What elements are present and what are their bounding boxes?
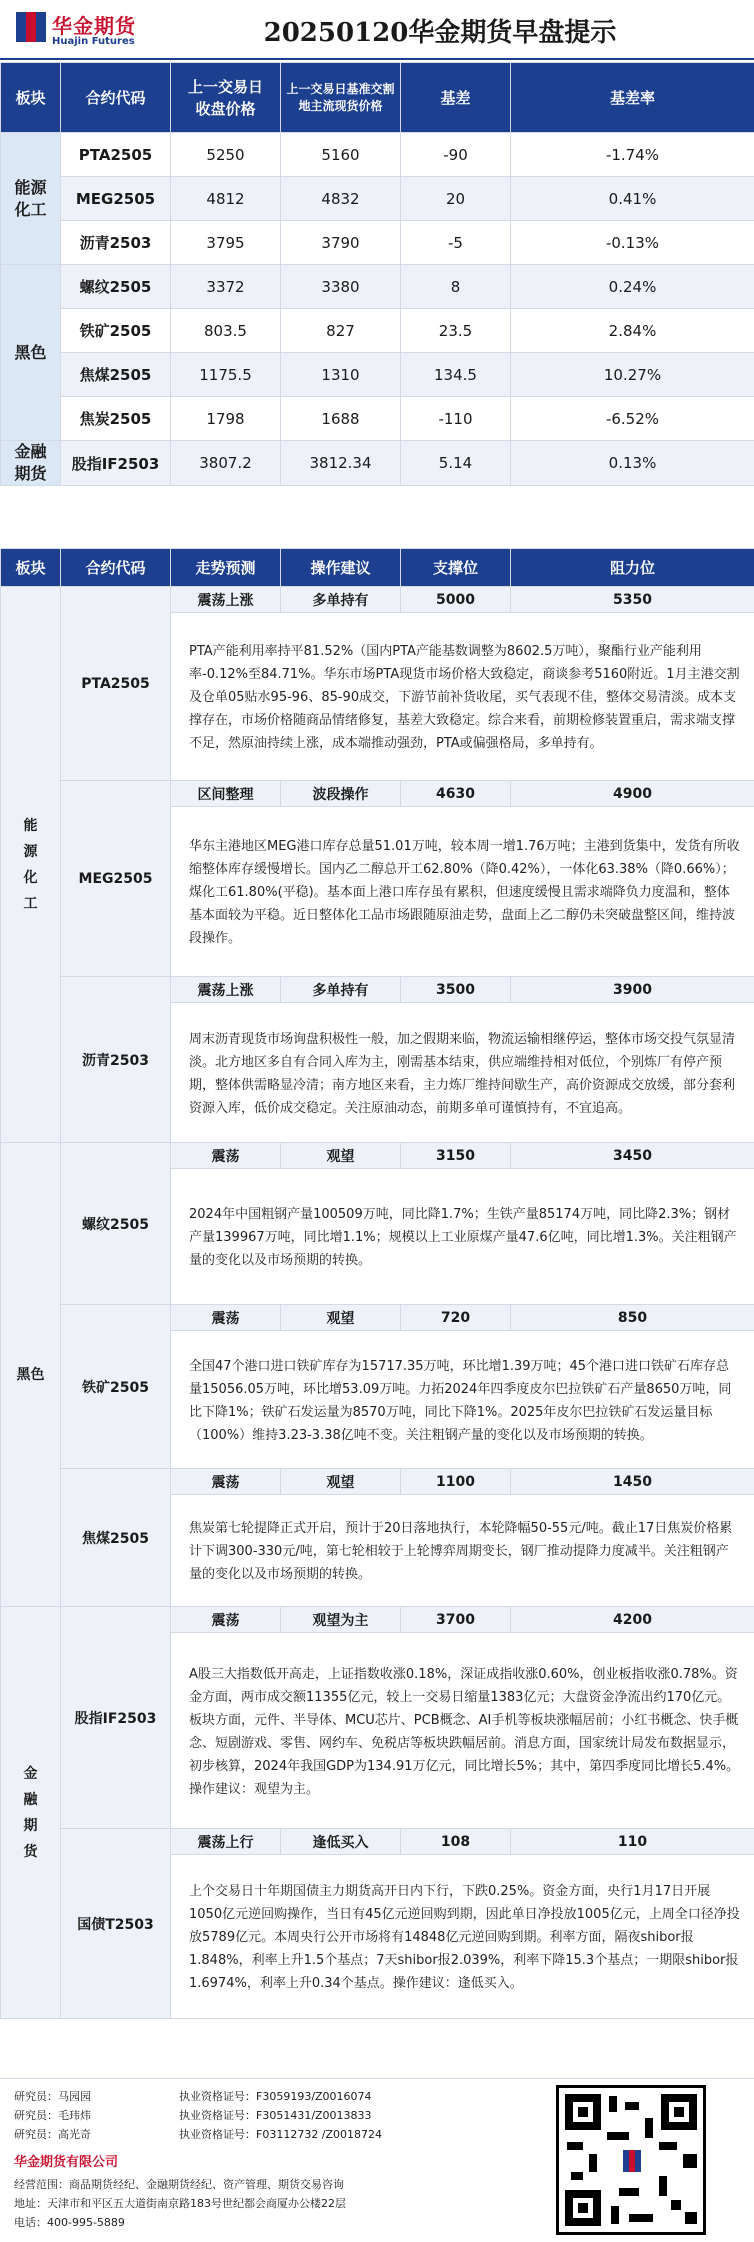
market-commentary: 周末沥青现货市场询盘积极性一般，加之假期来临，物流运输相继停运，整体市场交投气氛显清淡。北方地区多自有合同入库为主，刚需基本结束，供应端维持相对低位，个别炼厂有停产预期，整体供需略显冷清；南方地区来看，主力炼厂维持间歇生产，高价资源成交放缓，部分套利资源入库，低价成交稳定。关注原油动态，前期多单可谨慎持有，不宜追高。: [171, 1003, 754, 1143]
contract-code: 铁矿2505: [61, 309, 171, 353]
operation-advice: 观望为主: [281, 1607, 401, 1633]
trend-forecast: 区间整理: [171, 781, 281, 807]
col-advice: 操作建议: [281, 549, 401, 587]
support-level: 720: [401, 1305, 511, 1331]
prev-close: 5250: [171, 133, 281, 177]
advice-table-header: [1, 549, 754, 587]
prediction-row: [1, 1829, 754, 1855]
basis-table: [0, 62, 754, 486]
contract-code: 国债T2503: [61, 1829, 171, 2019]
operation-advice: 逢低买入: [281, 1829, 401, 1855]
spot-price: 1688: [281, 397, 401, 441]
market-commentary: PTA产能利用率持平81.52%（国内PTA产能基数调整为8602.5万吨），聚酯行业产能利用率-0.12%至84.71%。华东市场PTA现货市场价格大致稳定，商谈参考5160附近。1月主港交割及仓单05贴水95-96、85-90成交，下游节前补货收尾，买气表现不佳，整体交易清淡。成本支撑存在，市场价格随商品情绪修复，基差大致稳定。综合来看，前期检修装置重启，需求端支撑不足，然原油持续上涨，成本端推动强劲，PTA或偏强格局，多单持有。: [171, 613, 754, 781]
prediction-row: [1, 781, 754, 807]
sector-cell: 金融 期货: [1, 441, 61, 486]
resistance-level: 1450: [511, 1469, 754, 1495]
prev-close: 803.5: [171, 309, 281, 353]
basis-value: -110: [401, 397, 511, 441]
support-level: 5000: [401, 587, 511, 613]
prediction-row: [1, 1305, 754, 1331]
resistance-level: 4900: [511, 781, 754, 807]
basis-table-header: [1, 63, 754, 133]
analyst-name: 研究员：高光奇: [14, 2128, 91, 2141]
prev-close: 3795: [171, 221, 281, 265]
operation-advice: 观望: [281, 1469, 401, 1495]
sector-cell: 能 源 化 工: [1, 587, 61, 1143]
market-commentary: 上个交易日十年期国债主力期货高开日内下行，下跌0.25%。资金方面，央行1月17日开展1050亿元逆回购操作，当日有45亿元逆回购到期，因此单日净投放1005亿元，上周全口径净投放5789亿元。本周央行公开市场将有14848亿元逆回购到期。利率方面，隔夜shibor报1.848%，利率上升1.5个基点；7天shibor报2.039%，利率下降15.3个基点；一期限shibor报1.6974%，利率上升0.34个基点。操作建议：逢低买入。: [171, 1855, 754, 2019]
prediction-row: [1, 977, 754, 1003]
basis-value: 20: [401, 177, 511, 221]
trend-forecast: 震荡上涨: [171, 587, 281, 613]
contract-code: MEG2505: [61, 177, 171, 221]
basis-value: 134.5: [401, 353, 511, 397]
trend-forecast: 震荡上涨: [171, 977, 281, 1003]
basis-value: -90: [401, 133, 511, 177]
col-spot-price: 上一交易日基准交割 地主流现货价格: [281, 63, 401, 133]
contract-code: PTA2505: [61, 587, 171, 781]
resistance-level: 4200: [511, 1607, 754, 1633]
contract-code: 螺纹2505: [61, 1143, 171, 1305]
col-prev-close: 上一交易日 收盘价格: [171, 63, 281, 133]
basis-rate: 0.13%: [511, 441, 754, 486]
prediction-row: [1, 587, 754, 613]
contract-code: 铁矿2505: [61, 1305, 171, 1469]
basis-value: 8: [401, 265, 511, 309]
operation-advice: 观望: [281, 1305, 401, 1331]
prediction-row: [1, 1143, 754, 1169]
resistance-level: 3900: [511, 977, 754, 1003]
operation-advice: 多单持有: [281, 587, 401, 613]
market-commentary: A股三大指数低开高走，上证指数收涨0.18%，深证成指收涨0.60%，创业板指收涨0.78%。资金方面，两市成交额11355亿元，较上一交易日缩量1383亿元；大盘资金净流出约170亿元。板块方面，元件、半导体、MCU芯片、PCB概念、AI手机等板块涨幅居前；小红书概念、快手概念、短剧游戏、零售、网约车、免税店等板块跌幅居前。消息方面，国家统计局发布数据显示，初步核算，2024年我国GDP为134.91万亿元，同比增长5%；其中，第四季度同比增长5.4%。操作建议：观望为主。: [171, 1633, 754, 1829]
qr-logo-icon: [617, 2146, 647, 2176]
col-sector: 板块: [1, 549, 61, 587]
col-sector: 板块: [1, 63, 61, 133]
contract-code: PTA2505: [61, 133, 171, 177]
basis-row: [1, 441, 754, 486]
analyst-row: [14, 2106, 514, 2125]
prev-close: 1175.5: [171, 353, 281, 397]
basis-row: [1, 133, 754, 177]
contract-code: 股指IF2503: [61, 1607, 171, 1829]
analyst-row: [14, 2125, 514, 2144]
prev-close: 1798: [171, 397, 281, 441]
analyst-name: 研究员：马园园: [14, 2090, 91, 2103]
resistance-level: 3450: [511, 1143, 754, 1169]
operation-advice: 多单持有: [281, 977, 401, 1003]
trend-forecast: 震荡: [171, 1305, 281, 1331]
support-level: 1100: [401, 1469, 511, 1495]
qr-code-icon: [556, 2085, 706, 2235]
market-commentary: 全国47个港口进口铁矿库存为15717.35万吨，环比增1.39万吨；45个港口进口铁矿石库存总量15056.05万吨，环比增53.09万吨。力拓2024年四季度皮尔巴拉铁矿石产量8650万吨，同比下降1%；铁矿石发运量为8570万吨，同比下降1%。2025年皮尔巴拉铁矿石发运量目标（100%）维持3.23-3.38亿吨不变。关注粗钢产量的变化以及市场预期的转换。: [171, 1331, 754, 1469]
contract-code: 沥青2503: [61, 977, 171, 1143]
col-resistance: 阻力位: [511, 549, 754, 587]
basis-rate: 0.41%: [511, 177, 754, 221]
basis-rate: 2.84%: [511, 309, 754, 353]
basis-row: [1, 353, 754, 397]
prev-close: 3372: [171, 265, 281, 309]
analyst-license: 执业资格证号：F3059193/Z0016074: [179, 2090, 372, 2103]
analyst-name: 研究员：毛玮炜: [14, 2109, 91, 2122]
prediction-row: [1, 1469, 754, 1495]
contract-code: 螺纹2505: [61, 265, 171, 309]
sector-cell: 金 融 期 货: [1, 1607, 61, 2019]
spot-price: 3812.34: [281, 441, 401, 486]
resistance-level: 110: [511, 1829, 754, 1855]
basis-row: [1, 265, 754, 309]
col-trend: 走势预测: [171, 549, 281, 587]
basis-rate: -1.74%: [511, 133, 754, 177]
contract-code: 焦煤2505: [61, 1469, 171, 1607]
resistance-level: 5350: [511, 587, 754, 613]
contract-code: 沥青2503: [61, 221, 171, 265]
spot-price: 1310: [281, 353, 401, 397]
spot-price: 3380: [281, 265, 401, 309]
contract-code: 焦煤2505: [61, 353, 171, 397]
basis-table-body: [1, 133, 754, 486]
prediction-row: [1, 1607, 754, 1633]
basis-value: 5.14: [401, 441, 511, 486]
advice-table: [0, 548, 754, 2019]
analyst-list: [14, 2087, 514, 2144]
basis-value: 23.5: [401, 309, 511, 353]
footer: [0, 2078, 754, 2242]
phone: 电话：400-995-5889: [14, 2216, 125, 2229]
trend-forecast: 震荡: [171, 1469, 281, 1495]
col-contract: 合约代码: [61, 549, 171, 587]
logo-mark-icon: [16, 12, 46, 42]
market-commentary: 华东主港地区MEG港口库存总量51.01万吨，较本周一增1.76万吨；主港到货集中，发货有所收缩整体库存缓慢增长。国内乙二醇总开工62.80%（降0.42%），一体化63.38%（降0.66%）；煤化工61.80%(平稳)。基本面上港口库存虽有累积，但速度缓慢且需求端降负力度温和，整体基本面较为平稳。近日整体化工品市场跟随原油走势，盘面上乙二醇仍未突破盘整区间，维持波段操作。: [171, 807, 754, 977]
address: 地址：天津市和平区五大道街南京路183号世纪都会商厦办公楼22层: [14, 2197, 346, 2210]
col-contract: 合约代码: [61, 63, 171, 133]
spot-price: 3790: [281, 221, 401, 265]
basis-rate: -0.13%: [511, 221, 754, 265]
trend-forecast: 震荡: [171, 1143, 281, 1169]
spot-price: 827: [281, 309, 401, 353]
analyst-row: [14, 2087, 514, 2106]
trend-forecast: 震荡上行: [171, 1829, 281, 1855]
firm-name: 华金期货有限公司: [14, 2155, 119, 2170]
col-basis: 基差: [401, 63, 511, 133]
market-commentary: 2024年中国粗钢产量100509万吨，同比降1.7%；生铁产量85174万吨，同比降2.3%；钢材产量139967万吨，同比增1.1%；规模以上工业原煤产量47.6亿吨，同比增1.3%。关注粗钢产量的变化以及市场预期的转换。: [171, 1169, 754, 1305]
header: [0, 0, 754, 60]
logo-cn: 华金期货: [52, 14, 136, 38]
basis-rate: -6.52%: [511, 397, 754, 441]
basis-rate: 0.24%: [511, 265, 754, 309]
support-level: 3150: [401, 1143, 511, 1169]
page-title: 20250120华金期货早盘提示: [263, 18, 617, 48]
spot-price: 5160: [281, 133, 401, 177]
basis-value: -5: [401, 221, 511, 265]
company-logo: [16, 10, 156, 54]
contract-code: 焦炭2505: [61, 397, 171, 441]
support-level: 4630: [401, 781, 511, 807]
support-level: 3500: [401, 977, 511, 1003]
sector-cell: 黑色: [1, 265, 61, 441]
trend-forecast: 震荡: [171, 1607, 281, 1633]
prev-close: 4812: [171, 177, 281, 221]
analyst-license: 执业资格证号：F03112732 /Z0018724: [179, 2128, 383, 2141]
market-commentary: 焦炭第七轮提降正式开启，预计于20日落地执行，本轮降幅50-55元/吨。截止17日焦炭价格累计下调300-330元/吨，第七轮相较于上轮博弈周期变长，钢厂推动提降力度减半。关注粗钢产量的变化以及市场预期的转换。: [171, 1495, 754, 1607]
logo-en: Huajin Futures: [52, 36, 135, 47]
support-level: 108: [401, 1829, 511, 1855]
basis-row: [1, 309, 754, 353]
contract-code: MEG2505: [61, 781, 171, 977]
contract-code: 股指IF2503: [61, 441, 171, 486]
basis-row: [1, 177, 754, 221]
operation-advice: 观望: [281, 1143, 401, 1169]
basis-rate: 10.27%: [511, 353, 754, 397]
firm-info: [14, 2175, 346, 2232]
advice-table-body: [1, 587, 754, 2019]
business-scope: 经营范围：商品期货经纪、金融期货经纪、资产管理、期货交易咨询: [14, 2178, 344, 2191]
prev-close: 3807.2: [171, 441, 281, 486]
support-level: 3700: [401, 1607, 511, 1633]
resistance-level: 850: [511, 1305, 754, 1331]
basis-row: [1, 221, 754, 265]
col-support: 支撑位: [401, 549, 511, 587]
basis-row: [1, 397, 754, 441]
sector-cell: 黑色: [1, 1143, 61, 1607]
col-basis-rate: 基差率: [511, 63, 754, 133]
operation-advice: 波段操作: [281, 781, 401, 807]
spot-price: 4832: [281, 177, 401, 221]
sector-cell: 能源 化工: [1, 133, 61, 265]
analyst-license: 执业资格证号：F3051431/Z0013833: [179, 2109, 372, 2122]
